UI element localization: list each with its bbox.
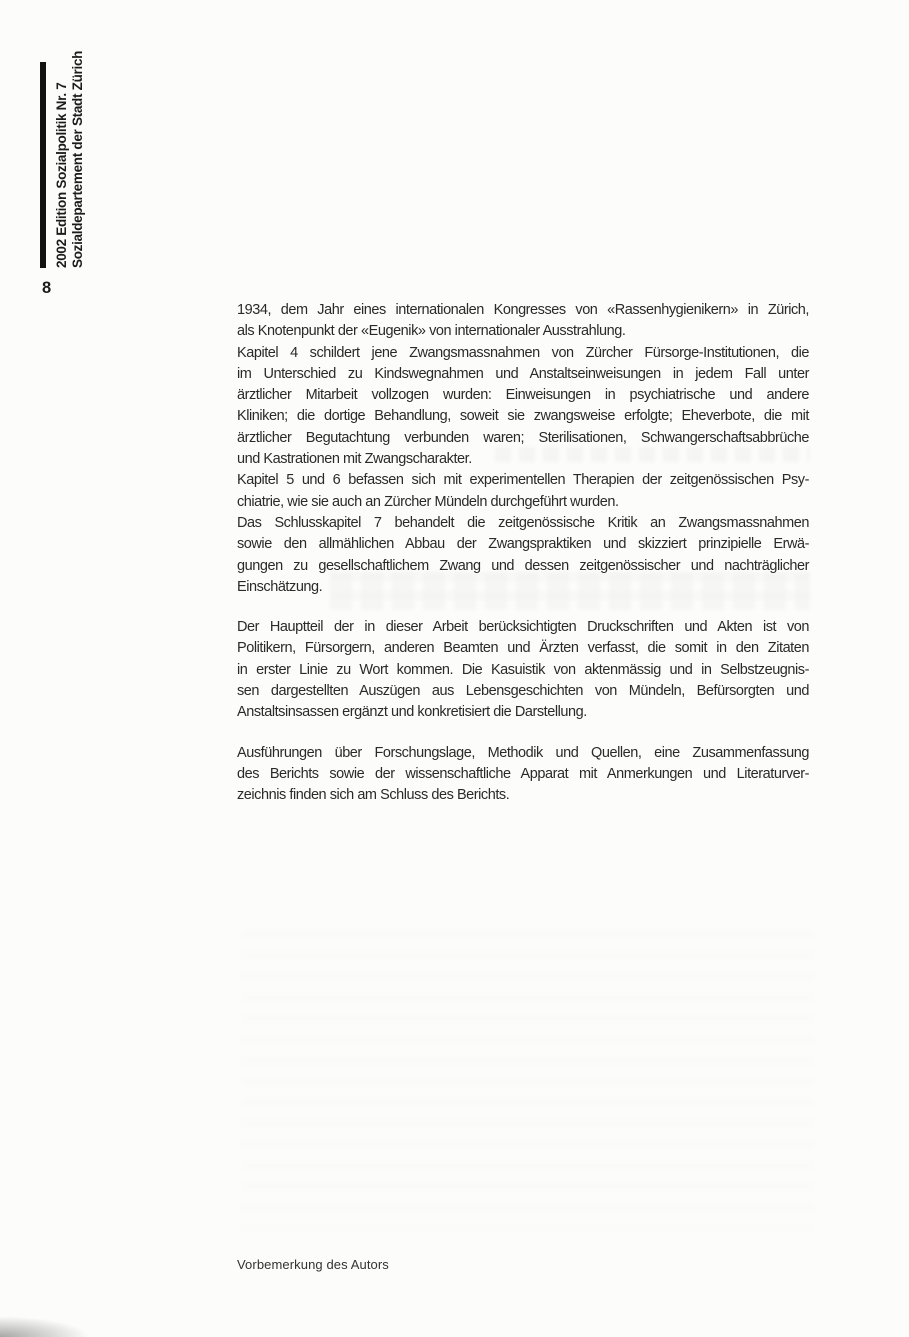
- scan-corner-shadow: [0, 1316, 90, 1337]
- text-line: ärztlicher Begutachtung verbunden waren; Sterilisationen, Schwangerschaftsabbrüche: [237, 429, 809, 446]
- paragraph: [237, 300, 809, 343]
- page-number: 8: [42, 279, 52, 297]
- text-line: des Berichts sowie der wissenschaftliche Apparat mit Anmerkungen und Literaturver-: [237, 765, 809, 782]
- paragraph: [237, 343, 809, 471]
- text-line: gungen zu gesellschaftlichem Zwang und dessen zeitgenössischer und nachträglicher: [237, 557, 809, 574]
- running-footer: Vorbemerkung des Autors: [237, 1257, 389, 1272]
- scan-artifact: [240, 930, 815, 1230]
- text-line: im Unterschied zu Kindswegnahmen und Anstaltseinweisungen in jedem Fall unter: [237, 365, 809, 382]
- text-line: in erster Linie zu Wort kommen. Die Kasuistik von aktenmässig und in Selbstzeugnis-: [237, 661, 809, 678]
- edition-bar: [40, 62, 46, 268]
- paragraph: [237, 617, 809, 723]
- text-line: Ausführungen über Forschungslage, Methodik und Quellen, eine Zusammenfassung: [237, 744, 809, 761]
- text-line: 1934, dem Jahr eines internationalen Kongresses von «Rassenhygienikern» in Zürich,: [237, 302, 809, 318]
- paragraph: [237, 743, 809, 807]
- text-line: Kapitel 4 schildert jene Zwangsmassnahmen von Zürcher Fürsorge-Institutionen, die: [237, 344, 809, 361]
- text-line: und Kastrationen mit Zwangscharakter.: [237, 451, 472, 468]
- text-line: Politikern, Fürsorgern, anderen Beamten und Ärzten verfasst, die somit in den Zitaten: [237, 640, 809, 657]
- text-line: zeichnis finden sich am Schluss des Berichts.: [237, 787, 510, 804]
- text-line: Kliniken; die dortige Behandlung, soweit sie zwangsweise erfolgte; Eheverbote, die mit: [237, 408, 809, 425]
- edition-imprint: [54, 51, 86, 268]
- text-line: Anstaltsinsassen ergänzt und konkretisiert die Darstellung.: [237, 704, 587, 721]
- text-line: sowie den allmählichen Abbau der Zwangspraktiken und skizziert prinzipielle Erwä-: [237, 536, 809, 553]
- text-line: sen dargestellten Auszügen aus Lebensgeschichten von Mündeln, Befürsorgten und: [237, 683, 809, 700]
- text-line: Kapitel 5 und 6 befassen sich mit experimentellen Therapien der zeitgenössischen Psy-: [237, 472, 809, 489]
- imprint-line-1: 2002 Edition Sozialpolitik Nr. 7: [54, 82, 69, 268]
- body-text: [237, 300, 809, 807]
- text-line: ärztlicher Mitarbeit vollzogen wurden: Einweisungen in psychiatrische und andere: [237, 387, 809, 404]
- paragraph: [237, 470, 809, 513]
- paragraph: [237, 513, 809, 598]
- text-line: als Knotenpunkt der «Eugenik» von internationaler Ausstrahlung.: [237, 323, 626, 340]
- text-line: chiatrie, wie sie auch an Zürcher Mündeln durchgeführt wurden.: [237, 493, 619, 510]
- text-line: Einschätzung.: [237, 578, 323, 595]
- text-line: Der Hauptteil der in dieser Arbeit berücksichtigten Druckschriften und Akten ist von: [237, 619, 809, 636]
- imprint-line-2: Sozialdepartement der Stadt Zürich: [70, 50, 85, 268]
- text-line: Das Schlusskapitel 7 behandelt die zeitgenössische Kritik an Zwangsmassnahmen: [237, 514, 809, 531]
